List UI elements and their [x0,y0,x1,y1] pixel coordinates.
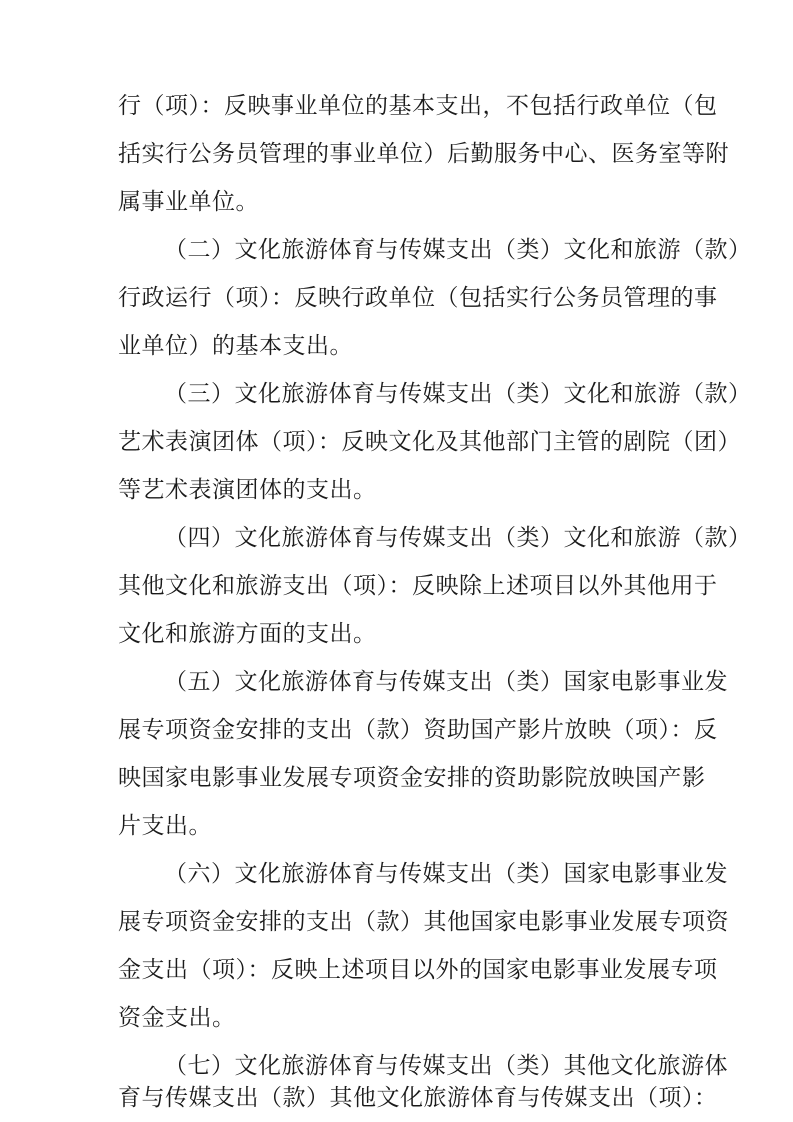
text-line: 艺术表演团体（项）：反映文化及其他部门主管的剧院（团） [118,429,741,455]
text-line: 展专项资金安排的支出（款）资助国产影片放映（项）：反 [118,717,718,743]
paragraph-7-line: （七）文化旅游体育与传媒支出（类）其他文化旅游体 [164,1053,728,1079]
text-line: 资金支出。 [118,1005,236,1031]
text-line: 属事业单位。 [118,189,259,215]
text-line: 展专项资金安排的支出（款）其他国家电影事业发展专项资 [118,909,729,935]
text-line: 育与传媒支出（款）其他文化旅游体育与传媒支出（项）： [118,1085,718,1111]
paragraph-4-line: （四）文化旅游体育与传媒支出（类）文化和旅游（款） [164,525,752,551]
text-line: 文化和旅游方面的支出。 [118,621,377,647]
text-line: 行（项）：反映事业单位的基本支出，不包括行政单位（包 [118,93,718,119]
text-line: 行政运行（项）：反映行政单位（包括实行公务员管理的事 [118,285,718,311]
text-line: 等艺术表演团体的支出。 [118,477,377,503]
text-line: 业单位）的基本支出。 [118,333,353,359]
text-line: 括实行公务员管理的事业单位）后勤服务中心、医务室等附 [118,141,729,167]
paragraph-5-line: （五）文化旅游体育与传媒支出（类）国家电影事业发 [164,669,728,695]
text-line: 金支出（项）：反映上述项目以外的国家电影事业发展专项 [118,957,718,983]
text-line: 片支出。 [118,813,212,839]
text-line: 映国家电影事业发展专项资金安排的资助影院放映国产影 [118,765,706,791]
text-line: 其他文化和旅游支出（项）：反映除上述项目以外其他用于 [118,573,718,599]
paragraph-6-line: （六）文化旅游体育与传媒支出（类）国家电影事业发 [164,861,728,887]
paragraph-3-line: （三）文化旅游体育与传媒支出（类）文化和旅游（款） [164,381,752,407]
paragraph-2-line: （二）文化旅游体育与传媒支出（类）文化和旅游（款） [164,237,752,263]
